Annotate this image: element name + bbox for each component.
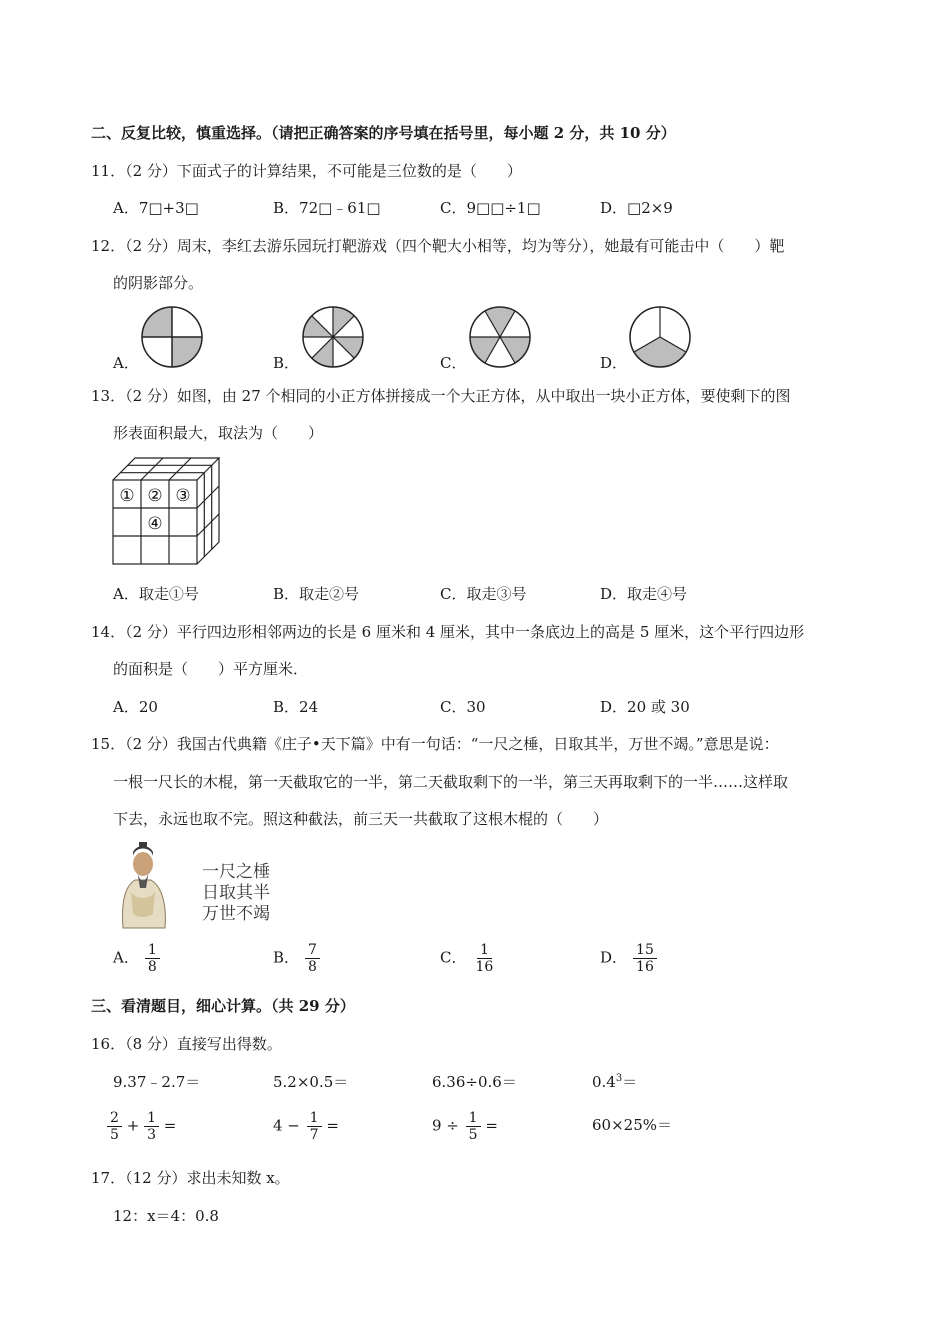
- q14-option-d: D．20 或 30: [600, 698, 690, 716]
- q14-stem-line2: 的面积是（ ）平方厘米．: [113, 660, 309, 678]
- q14-option-c: C．30: [440, 698, 486, 716]
- q13-option-a: A．取走①号: [113, 585, 199, 603]
- cube-figure: [110, 455, 225, 570]
- q15-stem-line1: 15．（2 分）我国古代典籍《庄子•天下篇》中有一句话：“一尺之棰，日取其半，万世不竭。”意思是说：: [91, 735, 779, 753]
- q11-option-a: A．7□+3□: [113, 199, 199, 217]
- sage-quote-line3: 万世不竭: [202, 904, 270, 924]
- sage-quote-line1: 一尺之棰: [202, 862, 270, 882]
- q12-stem-line1: 12．（2 分）周末，李红去游乐园玩打靶游戏（四个靶大小相等，均为等分），她最有可能击中（ ）靶: [91, 237, 785, 255]
- q16-calc-3: 6.36÷0.6＝: [432, 1073, 517, 1091]
- q16-calc-4: $0.4^3=$: [592, 1073, 638, 1091]
- q13-stem-line1: 13．（2 分）如图，由 27 个相同的小正方体拼接成一个大正方体，从中取出一块小正方体，要使剩下的图: [91, 387, 791, 405]
- q11-option-b: B．72□﹣61□: [273, 199, 381, 217]
- q15-option-c: C． $\frac{1}{16}$: [440, 942, 494, 975]
- q17-equation: 12：x＝4：0.8: [113, 1207, 219, 1225]
- q11-option-c: C．9□□÷1□: [440, 199, 541, 217]
- cube-label-4: ④: [147, 514, 163, 534]
- q11-stem: 11．（2 分）下面式子的计算结果，不可能是三位数的是（ ）: [91, 162, 522, 180]
- q15-stem-line2: 一根一尺长的木棍，第一天截取它的一半，第二天截取剩下的一半，第三天再取剩下的一半……这样取: [113, 773, 789, 791]
- sage-figure-icon: [113, 842, 173, 930]
- q12-stem-line2: 的阴影部分。: [113, 274, 204, 292]
- q15-stem-line3: 下去，永远也取不完。照这种截法，前三天一共截取了这根木棍的（ ）: [113, 810, 609, 828]
- cube-label-3: ③: [175, 486, 191, 506]
- sage-quote-line2: 日取其半: [202, 883, 270, 903]
- q15-option-a: A． $\frac{1}{8}$: [113, 942, 160, 975]
- target-b-eighths: [301, 305, 365, 369]
- q12-label-c: C．: [440, 354, 467, 372]
- q17-stem: 17．（12 分）求出未知数 x。: [91, 1169, 290, 1187]
- q16-calc-7: 9 ÷ $\frac{1}{5}$ =: [432, 1110, 498, 1143]
- q14-stem-line1: 14．（2 分）平行四边形相邻两边的长是 6 厘米和 4 厘米，其中一条底边上的高是 5 厘米，这个平行四边形: [91, 623, 805, 641]
- q12-label-b: B．: [273, 354, 300, 372]
- q13-option-d: D．取走④号: [600, 585, 688, 603]
- q16-calc-5: $\frac{2}{5}$ + $\frac{1}{3}$ =: [107, 1110, 176, 1143]
- section-3-title: 三、看清题目，细心计算。（共 29 分）: [91, 997, 355, 1015]
- q15-option-d: D． $\frac{15}{16}$: [600, 942, 657, 975]
- q16-calc-2: 5.2×0.5＝: [273, 1073, 349, 1091]
- cube-label-1: ①: [119, 486, 135, 506]
- q12-label-a: A．: [113, 354, 139, 372]
- q12-label-d: D．: [600, 354, 628, 372]
- q15-option-b: B． $\frac{7}{8}$: [273, 942, 320, 975]
- q16-stem: 16．（8 分）直接写出得数。: [91, 1035, 282, 1053]
- target-d-thirds: [628, 305, 692, 369]
- q16-calc-8: 60×25%＝: [592, 1116, 672, 1134]
- q14-option-a: A．20: [113, 698, 158, 716]
- q11-option-d: D．□2×9: [600, 199, 673, 217]
- target-c-sixths: [468, 305, 532, 369]
- section-2-title: 二、反复比较，慎重选择。（请把正确答案的序号填在括号里，每小题 2 分，共 10 分）: [91, 124, 676, 142]
- q13-option-b: B．取走②号: [273, 585, 360, 603]
- target-a-quarters: [140, 305, 204, 369]
- q14-option-b: B．24: [273, 698, 319, 716]
- q16-calc-1: 9.37﹣2.7＝: [113, 1073, 201, 1091]
- q13-stem-line2: 形表面积最大，取法为（ ）: [113, 424, 324, 442]
- q16-calc-6: 4 − $\frac{1}{7}$ =: [273, 1110, 339, 1143]
- cube-label-2: ②: [147, 486, 163, 506]
- q13-option-c: C．取走③号: [440, 585, 527, 603]
